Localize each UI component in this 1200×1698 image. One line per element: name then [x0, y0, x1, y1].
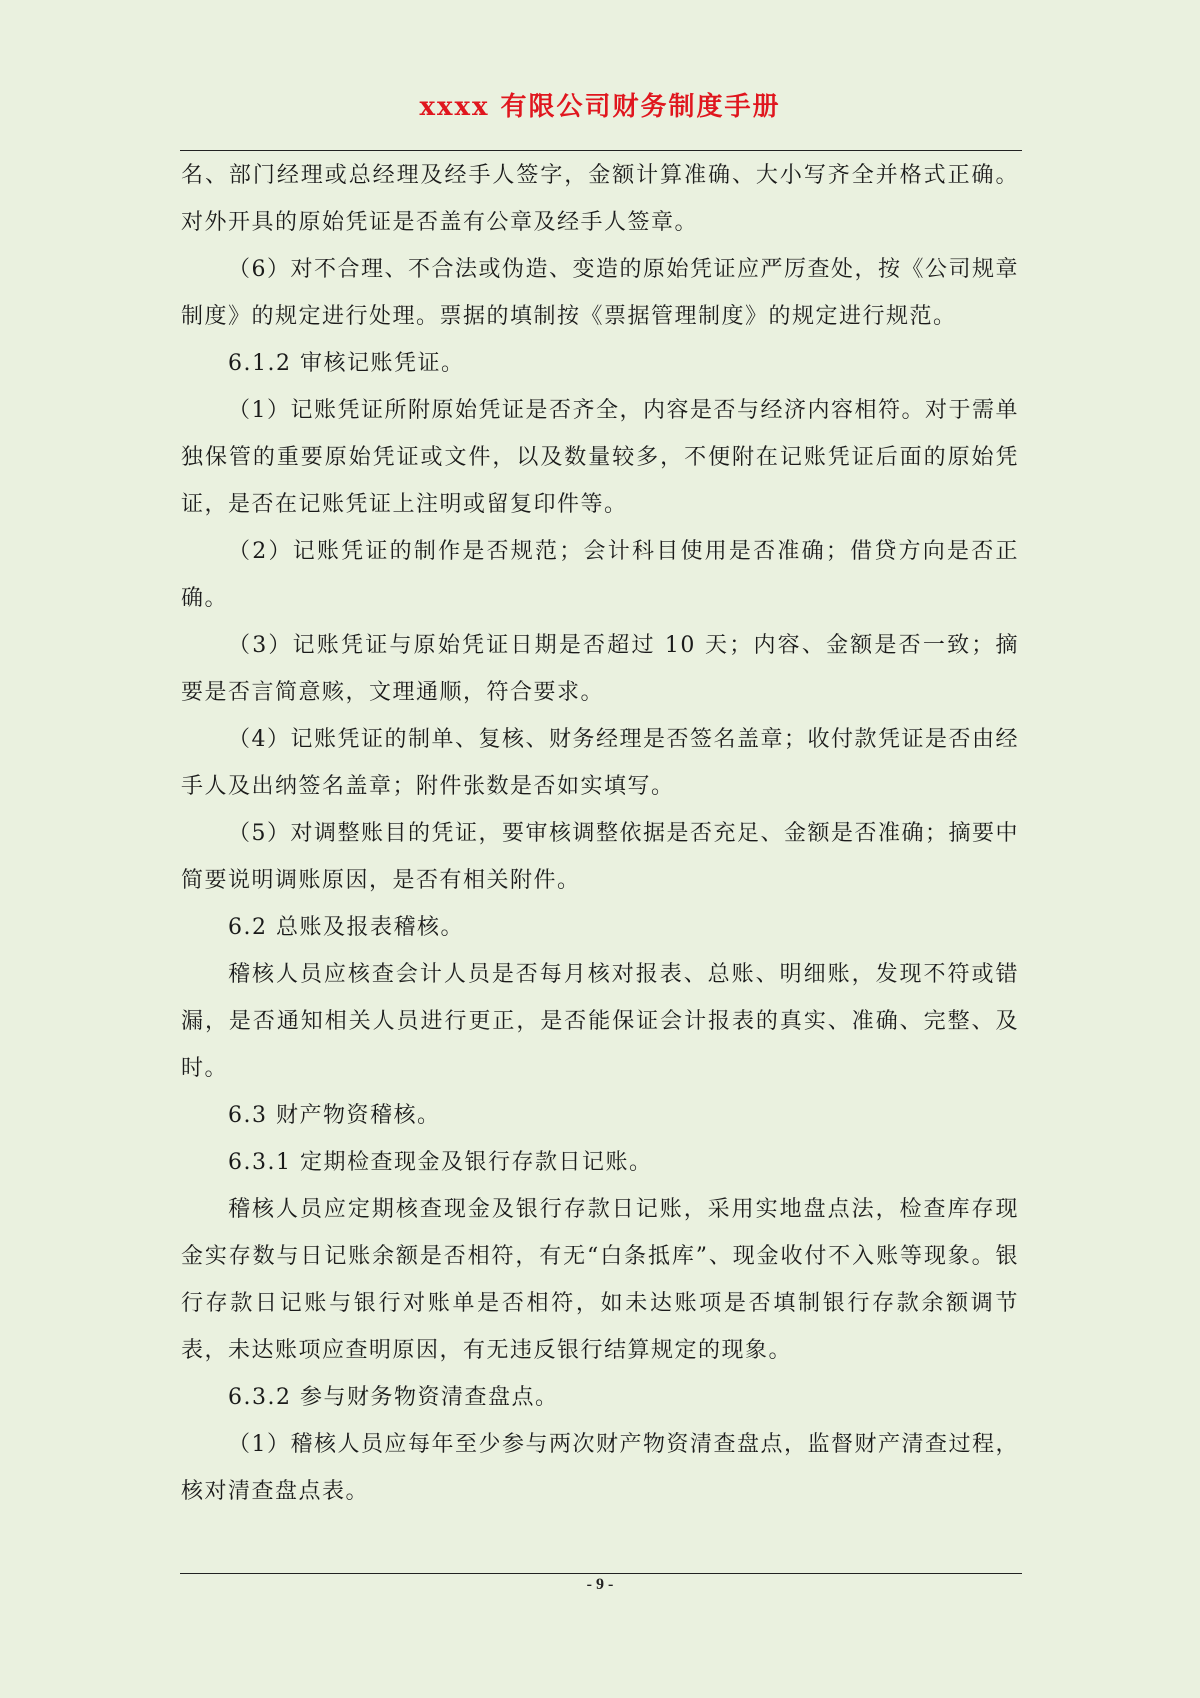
- paragraph: 稽核人员应定期核查现金及银行存款日记账，采用实地盘点法，检查库存现金实存数与日记账余额是否相符，有无“白条抵库”、现金收付不入账等现象。银行存款日记账与银行对账单是否相符，如未达账项是否填制银行存款余额调节表，未达账项应查明原因，有无违反银行结算规定的现象。: [181, 1197, 1019, 1363]
- paragraph: （3）记账凭证与原始凭证日期是否超过 10 天；内容、金额是否一致；摘要是否言简意赅，文理通顺，符合要求。: [181, 633, 1019, 705]
- paragraph: （2）记账凭证的制作是否规范；会计科目使用是否准确；借贷方向是否正确。: [181, 539, 1019, 611]
- section-heading: 6.2 总账及报表稽核。: [228, 915, 464, 940]
- footer-divider: [180, 1573, 1022, 1574]
- page-header-title: xxxx 有限公司财务制度手册: [419, 92, 781, 122]
- section-heading: 6.3 财产物资稽核。: [228, 1103, 441, 1128]
- section-heading: 6.3.2 参与财务物资清查盘点。: [228, 1385, 559, 1410]
- page-number: - 9 -: [586, 1576, 614, 1593]
- paragraph: （4）记账凭证的制单、复核、财务经理是否签名盖章；收付款凭证是否由经手人及出纳签名盖章；附件张数是否如实填写。: [181, 727, 1019, 799]
- section-heading: 6.1.2 审核记账凭证。: [228, 351, 465, 376]
- section-heading: 6.3.1 定期检查现金及银行存款日记账。: [228, 1150, 653, 1175]
- paragraph: 名、部门经理或总经理及经手人签字，金额计算准确、大小写齐全并格式正确。对外开具的原始凭证是否盖有公章及经手人签章。: [181, 163, 1019, 235]
- paragraph: （6）对不合理、不合法或伪造、变造的原始凭证应严厉查处，按《公司规章制度》的规定进行处理。票据的填制按《票据管理制度》的规定进行规范。: [181, 257, 1019, 329]
- paragraph: （1）记账凭证所附原始凭证是否齐全，内容是否与经济内容相符。对于需单独保管的重要原始凭证或文件，以及数量较多，不便附在记账凭证后面的原始凭证，是否在记账凭证上注明或留复印件等。: [181, 398, 1019, 517]
- header-divider: [180, 150, 1022, 151]
- paragraph: （1）稽核人员应每年至少参与两次财产物资清查盘点，监督财产清查过程，核对清查盘点表。: [181, 1432, 1019, 1504]
- paragraph: （5）对调整账目的凭证，要审核调整依据是否充足、金额是否准确；摘要中简要说明调账原因，是否有相关附件。: [181, 821, 1019, 893]
- document-body: [181, 152, 1019, 1515]
- paragraph: 稽核人员应核查会计人员是否每月核对报表、总账、明细账，发现不符或错漏，是否通知相关人员进行更正，是否能保证会计报表的真实、准确、完整、及时。: [181, 962, 1019, 1081]
